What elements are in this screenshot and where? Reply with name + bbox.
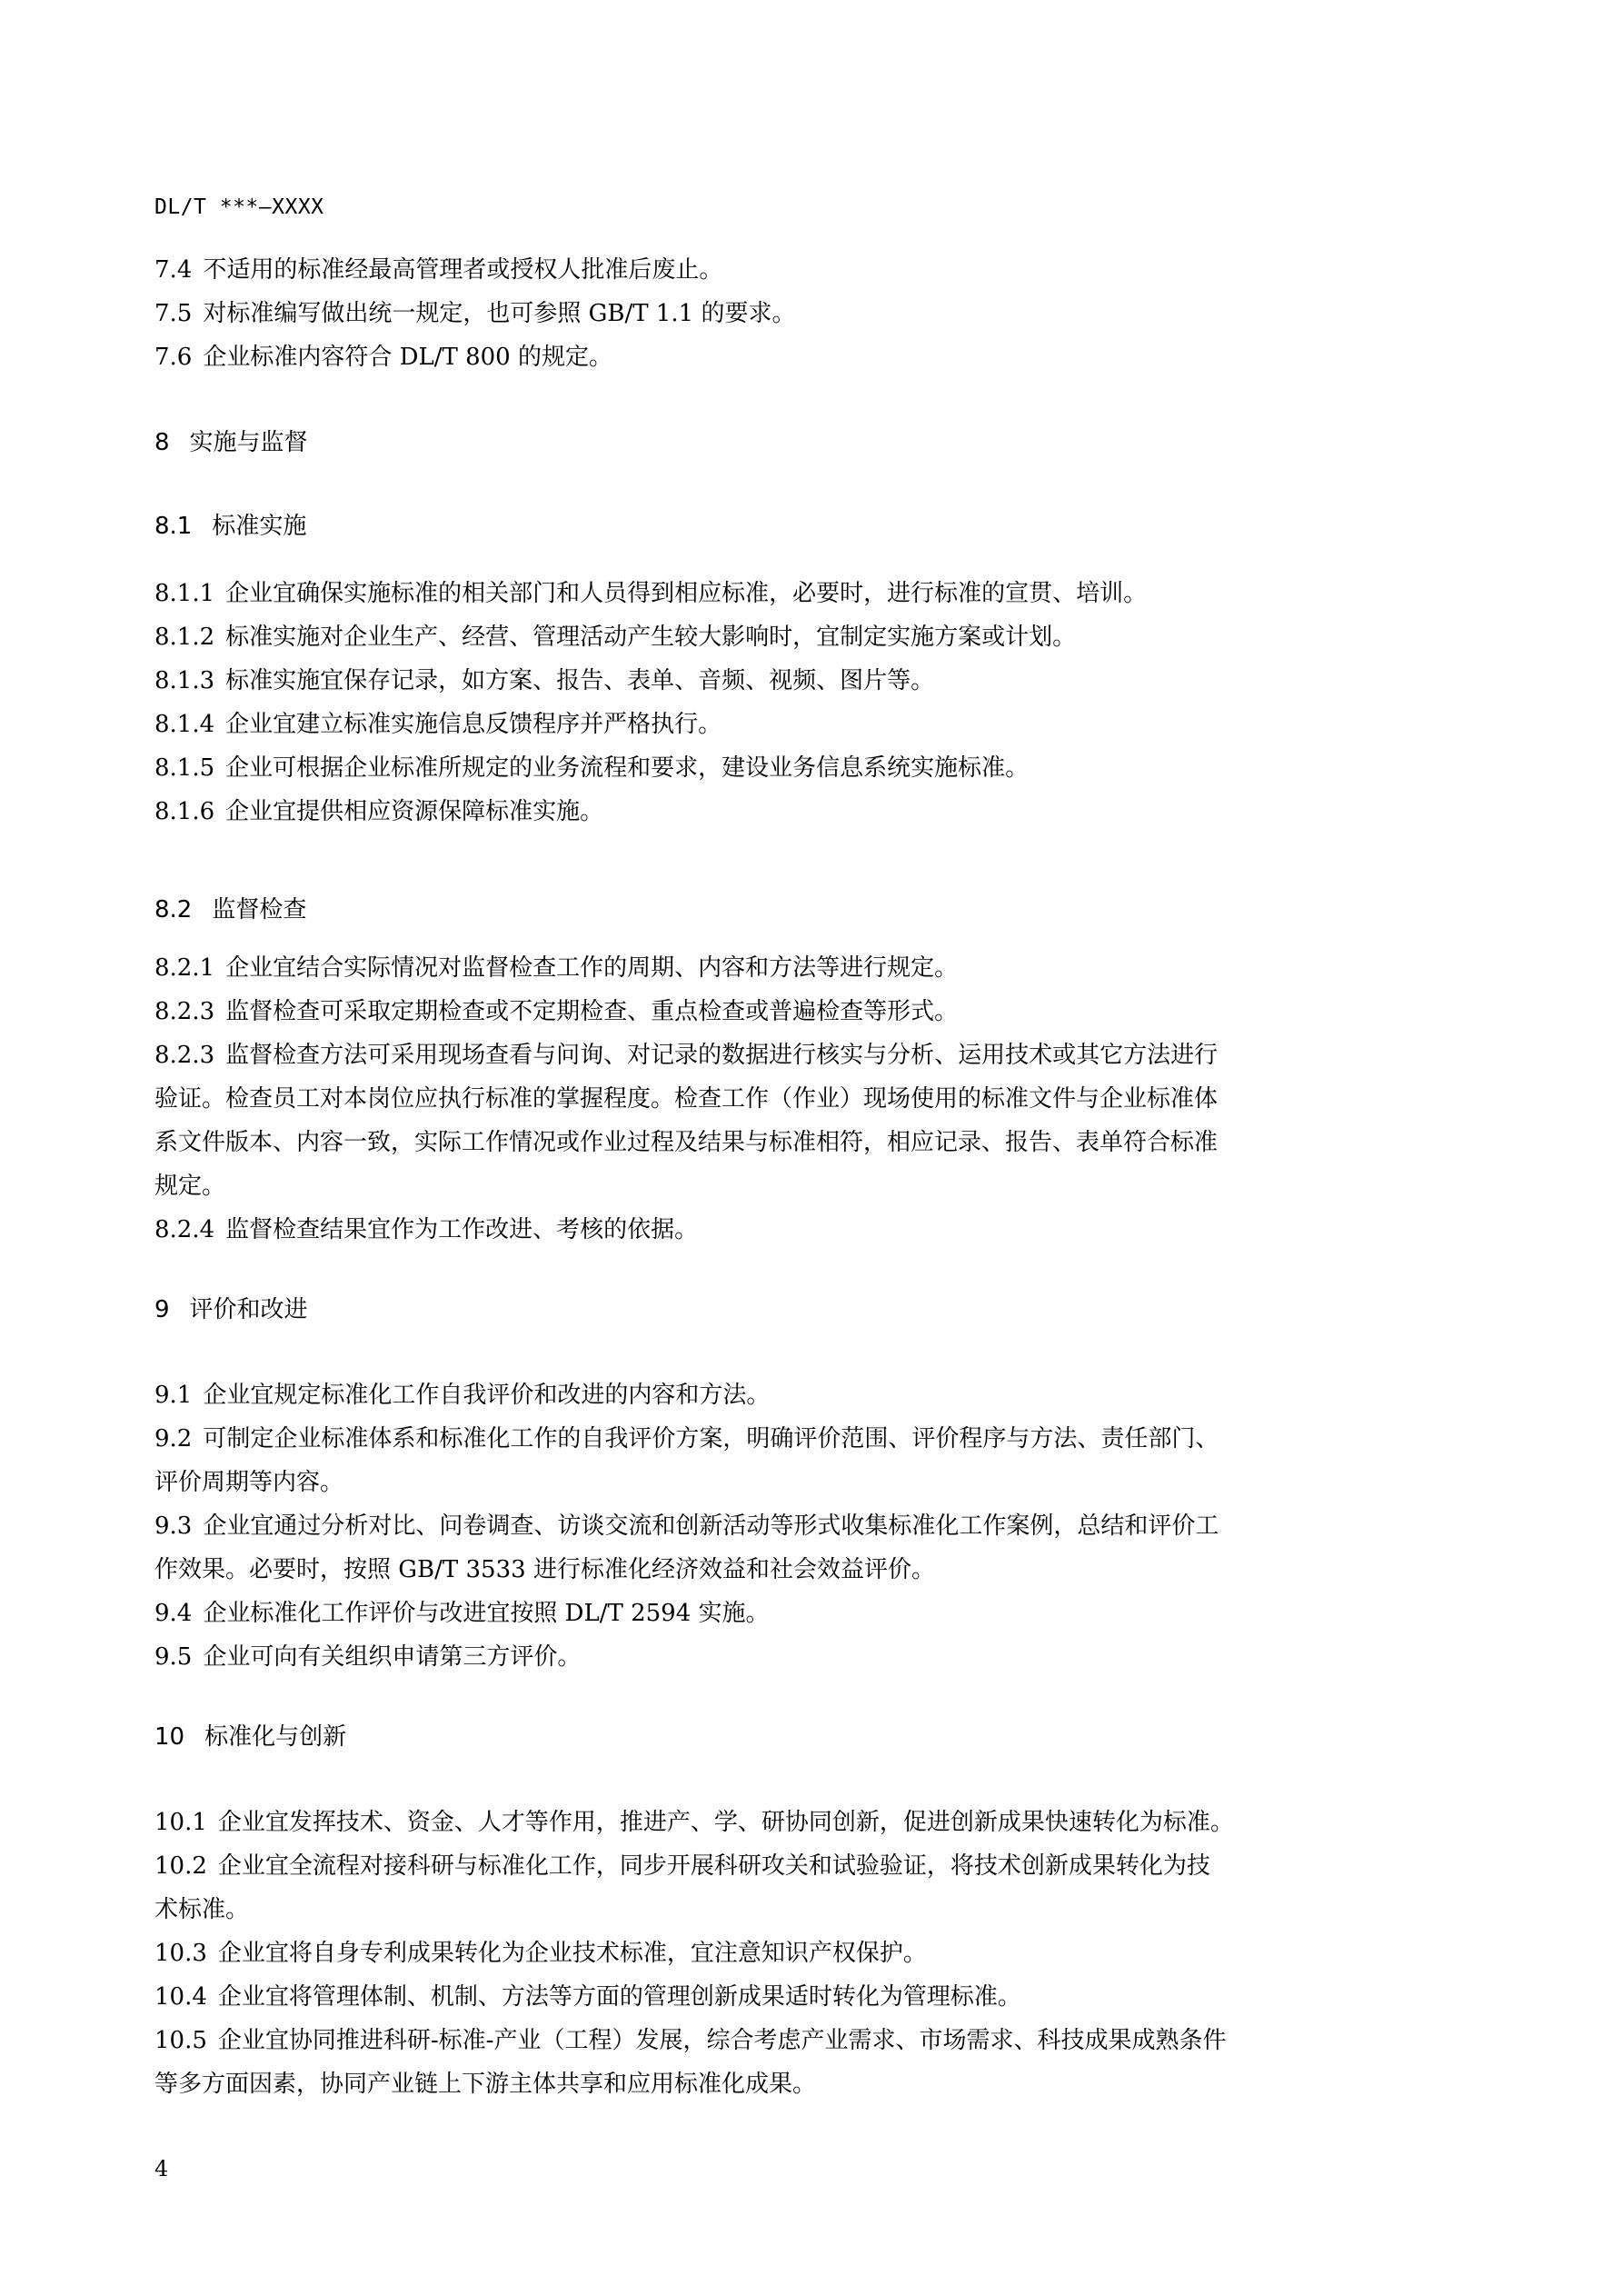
clause-number: 10.2 xyxy=(154,1852,207,1880)
clause-number: 8.2.3 xyxy=(154,998,215,1025)
clause-8-1-4 xyxy=(154,709,721,740)
clause-number: 8.2.4 xyxy=(154,1216,215,1243)
clause-text: 企业标准化工作评价与改进宜按照 DL/T 2594 实施。 xyxy=(203,1600,770,1627)
clause-7-5 xyxy=(154,298,795,329)
clause-number: 7.5 xyxy=(154,300,193,327)
clause-text: 可制定企业标准体系和标准化工作的自我评价方案，明确评价范围、评价程序与方法、责任部门、 xyxy=(203,1425,1219,1452)
clause-text: 企业宜建立标准实施信息反馈程序并严格执行。 xyxy=(225,711,722,738)
clause-text: 对标准编写做出统一规定，也可参照 GB/T 1.1 的要求。 xyxy=(203,300,796,327)
section-number: 9 xyxy=(154,1296,170,1323)
subsection-number: 8.1 xyxy=(154,513,193,540)
clause-continuation: 系文件版本、内容一致，实际工作情况或作业过程及结果与标准相符，相应记录、报告、表单符合标准 xyxy=(154,1129,1219,1156)
clause-number: 10.4 xyxy=(154,1983,207,2011)
clause-8-2-3b xyxy=(154,1040,1218,1071)
clause-text: 监督检查可采取定期检查或不定期检查、重点检查或普遍检查等形式。 xyxy=(225,998,959,1025)
section-title: 标准化与创新 xyxy=(204,1723,347,1751)
clause-text: 企业宜协同推进科研-标准-产业（工程）发展，综合考虑产业需求、市场需求、科技成果成熟条件 xyxy=(217,2027,1227,2054)
clause-7-4 xyxy=(154,255,722,285)
section-number: 10 xyxy=(154,1723,185,1751)
clause-9-2 xyxy=(154,1423,1219,1454)
clause-text: 标准实施对企业生产、经营、管理活动产生较大影响时，宜制定实施方案或计划。 xyxy=(225,624,1077,651)
clause-number: 9.1 xyxy=(154,1382,193,1409)
clause-10-5 xyxy=(154,2025,1226,2056)
clause-text: 企业宜将自身专利成果转化为企业技术标准，宜注意知识产权保护。 xyxy=(217,1940,927,1967)
section-heading-10 xyxy=(154,1722,346,1752)
clause-8-1-1 xyxy=(154,578,1147,609)
clause-text: 企业宜全流程对接科研与标准化工作，同步开展科研攻关和试验验证，将技术创新成果转化为技 xyxy=(217,1852,1210,1880)
clause-10-1 xyxy=(154,1807,1234,1838)
clause-number: 7.6 xyxy=(154,344,193,371)
clause-continuation: 验证。检查员工对本岗位应执行标准的掌握程度。检查工作（作业）现场使用的标准文件与企业标准体 xyxy=(154,1085,1219,1113)
clause-8-2-1 xyxy=(154,953,958,983)
clause-8-1-5 xyxy=(154,753,1029,784)
clause-text: 标准实施宜保存记录，如方案、报告、表单、音频、视频、图片等。 xyxy=(225,667,935,694)
clause-text: 不适用的标准经最高管理者或授权人批准后废止。 xyxy=(203,256,723,284)
clause-number: 9.4 xyxy=(154,1600,193,1627)
section-title: 实施与监督 xyxy=(189,429,308,456)
section-title: 评价和改进 xyxy=(189,1296,308,1323)
clause-continuation: 术标准。 xyxy=(154,1896,250,1923)
section-heading-9 xyxy=(154,1294,308,1325)
clause-number: 8.1.4 xyxy=(154,711,215,738)
clause-number: 10.5 xyxy=(154,2027,207,2054)
clause-9-1 xyxy=(154,1380,770,1411)
clause-number: 8.1.3 xyxy=(154,667,215,694)
clause-9-5 xyxy=(154,1642,581,1672)
clause-number: 8.1.5 xyxy=(154,754,215,782)
clause-text: 监督检查方法可采用现场查看与问询、对记录的数据进行核实与分析、运用技术或其它方法进行 xyxy=(225,1042,1219,1069)
clause-number: 9.3 xyxy=(154,1512,193,1540)
page-number: 4 xyxy=(154,2156,169,2181)
subsection-number: 8.2 xyxy=(154,896,193,923)
clause-number: 10.3 xyxy=(154,1940,207,1967)
clause-number: 10.1 xyxy=(154,1809,207,1836)
subsection-heading-8-2 xyxy=(154,894,306,925)
clause-number: 8.1.1 xyxy=(154,580,215,607)
clause-8-1-6 xyxy=(154,796,603,827)
clause-text: 企业宜确保实施标准的相关部门和人员得到相应标准，必要时，进行标准的宣贯、培训。 xyxy=(225,580,1148,607)
clause-text: 企业宜发挥技术、资金、人才等作用，推进产、学、研协同创新，促进创新成果快速转化为标准。 xyxy=(217,1809,1234,1836)
clause-continuation: 等多方面因素，协同产业链上下游主体共享和应用标准化成果。 xyxy=(154,2071,817,2098)
clause-text: 企业宜通过分析对比、问卷调查、访谈交流和创新活动等形式收集标准化工作案例，总结和评价工 xyxy=(203,1512,1219,1540)
clause-10-4 xyxy=(154,1982,1021,2012)
clause-number: 8.2.3 xyxy=(154,1042,215,1069)
clause-number: 9.2 xyxy=(154,1425,193,1452)
clause-10-2 xyxy=(154,1851,1210,1882)
clause-number: 8.2.1 xyxy=(154,954,215,982)
clause-text: 企业宜将管理体制、机制、方法等方面的管理创新成果适时转化为管理标准。 xyxy=(217,1983,1021,2011)
clause-continuation: 规定。 xyxy=(154,1173,226,1200)
clause-8-1-3 xyxy=(154,665,934,696)
clause-text: 企业宜结合实际情况对监督检查工作的周期、内容和方法等进行规定。 xyxy=(225,954,959,982)
clause-8-2-3a xyxy=(154,996,958,1027)
clause-text: 企业宜提供相应资源保障标准实施。 xyxy=(225,798,604,825)
clause-8-1-2 xyxy=(154,622,1076,653)
section-number: 8 xyxy=(154,429,170,456)
clause-9-3 xyxy=(154,1511,1219,1542)
clause-7-6 xyxy=(154,342,612,373)
section-heading-8 xyxy=(154,427,308,458)
subsection-heading-8-1 xyxy=(154,511,306,542)
clause-number: 7.4 xyxy=(154,256,193,284)
clause-text: 企业可向有关组织申请第三方评价。 xyxy=(203,1643,582,1671)
document-code-header: DL/T ***—XXXX xyxy=(154,195,324,219)
subsection-title: 标准实施 xyxy=(212,513,307,540)
clause-9-4 xyxy=(154,1598,770,1629)
clause-number: 8.1.2 xyxy=(154,624,215,651)
clause-text: 企业宜规定标准化工作自我评价和改进的内容和方法。 xyxy=(203,1382,771,1409)
clause-continuation: 作效果。必要时，按照 GB/T 3533 进行标准化经济效益和社会效益评价。 xyxy=(154,1556,935,1583)
clause-continuation: 评价周期等内容。 xyxy=(154,1469,344,1496)
subsection-title: 监督检查 xyxy=(212,896,307,923)
clause-text: 企业可根据企业标准所规定的业务流程和要求，建设业务信息系统实施标准。 xyxy=(225,754,1030,782)
clause-number: 8.1.6 xyxy=(154,798,215,825)
clause-text: 监督检查结果宜作为工作改进、考核的依据。 xyxy=(225,1216,699,1243)
clause-text: 企业标准内容符合 DL/T 800 的规定。 xyxy=(203,344,612,371)
clause-number: 9.5 xyxy=(154,1643,193,1671)
clause-10-3 xyxy=(154,1938,927,1969)
clause-8-2-4 xyxy=(154,1214,698,1245)
